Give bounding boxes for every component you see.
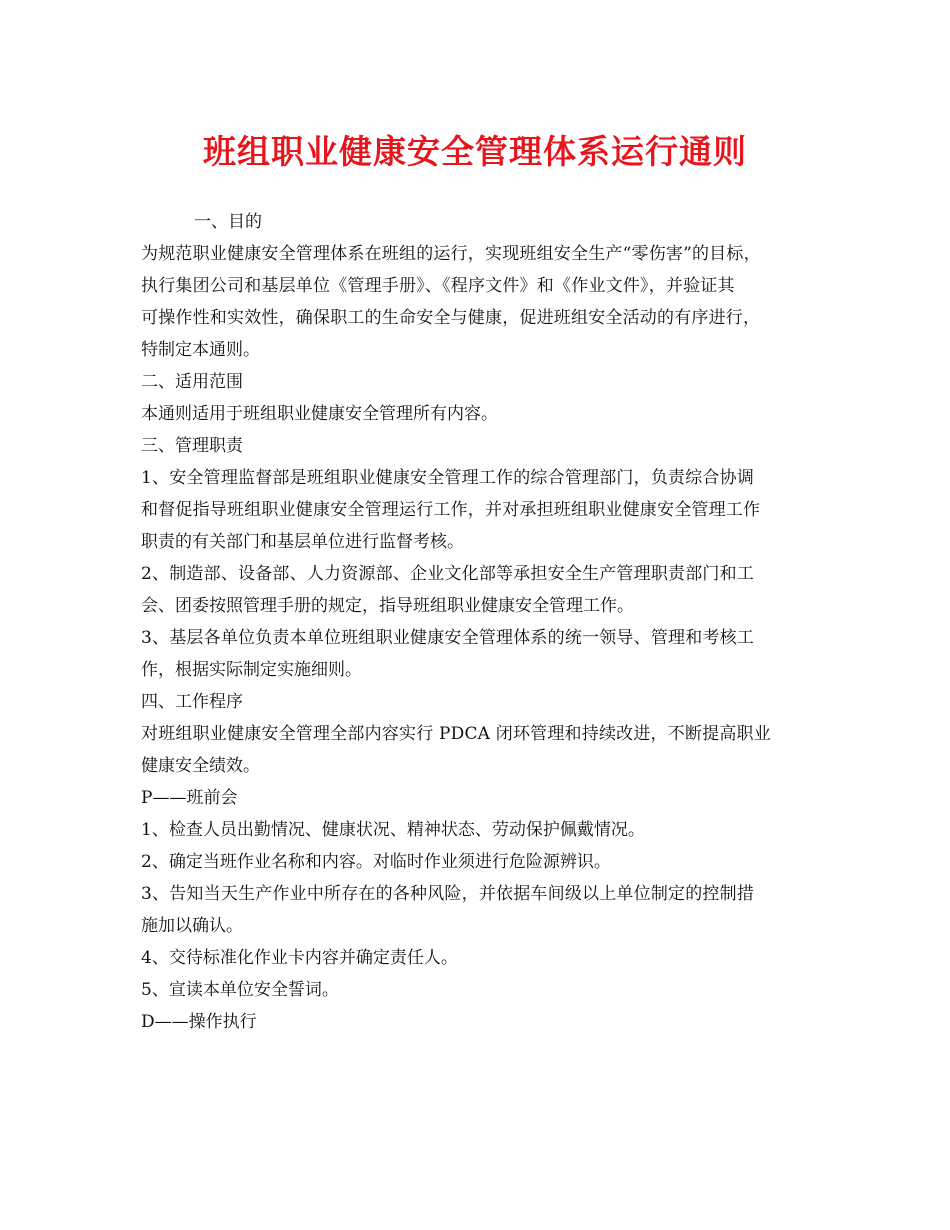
list-item: 2、确定当班作业名称和内容。对临时作业须进行危险源辨识。 xyxy=(141,852,611,872)
paragraph-line: 和督促指导班组职业健康安全管理运行工作，并对承担班组职业健康安全管理工作 xyxy=(141,500,761,520)
paragraph-line: 可操作性和实效性，确保职工的生命安全与健康，促进班组安全活动的有序进行， xyxy=(141,308,761,328)
document-title: 班组职业健康安全管理体系运行通则 xyxy=(203,132,747,171)
paragraph-line: 作，根据实际制定实施细则。 xyxy=(141,660,362,680)
section-heading-scope: 二、适用范围 xyxy=(141,372,243,392)
document-body xyxy=(141,205,816,1037)
section-heading-purpose: 一、目的 xyxy=(194,212,262,232)
paragraph-line: 1、安全管理监督部是班组职业健康安全管理工作的综合管理部门，负责综合协调 xyxy=(141,468,755,488)
paragraph-line: 3、基层各单位负责本单位班组职业健康安全管理体系的统一领导、管理和考核工 xyxy=(141,628,755,648)
list-item: 5、宣读本单位安全誓词。 xyxy=(141,980,339,1000)
list-item: 3、告知当天生产作业中所存在的各种风险，并依据车间级以上单位制定的控制措 xyxy=(141,884,755,904)
paragraph-line: 职责的有关部门和基层单位进行监督考核。 xyxy=(141,532,464,552)
subsection-heading-do: D——操作执行 xyxy=(141,1012,257,1032)
paragraph-line: 执行集团公司和基层单位《管理手册》、《程序文件》和《作业文件》，并验证其 xyxy=(141,276,735,296)
subsection-heading-plan: P——班前会 xyxy=(141,788,238,808)
paragraph-line: 对班组职业健康安全管理全部内容实行 PDCA 闭环管理和持续改进，不断提高职业 xyxy=(141,724,771,744)
paragraph-line: 本通则适用于班组职业健康安全管理所有内容。 xyxy=(141,404,498,424)
paragraph-line: 会、团委按照管理手册的规定，指导班组职业健康安全管理工作。 xyxy=(141,596,634,616)
list-item: 1、检查人员出勤情况、健康状况、精神状态、劳动保护佩戴情况。 xyxy=(141,820,645,840)
paragraph-line: 特制定本通则。 xyxy=(141,340,260,360)
list-item-continuation: 施加以确认。 xyxy=(141,916,243,936)
paragraph-line: 为规范职业健康安全管理体系在班组的运行，实现班组安全生产“零伤害”的目标， xyxy=(141,244,761,264)
paragraph-line: 健康安全绩效。 xyxy=(141,756,260,776)
paragraph-line: 2、制造部、设备部、人力资源部、企业文化部等承担安全生产管理职责部门和工 xyxy=(141,564,755,584)
section-heading-procedure: 四、工作程序 xyxy=(141,692,243,712)
list-item: 4、交待标准化作业卡内容并确定责任人。 xyxy=(141,948,458,968)
section-heading-responsibilities: 三、管理职责 xyxy=(141,436,243,456)
